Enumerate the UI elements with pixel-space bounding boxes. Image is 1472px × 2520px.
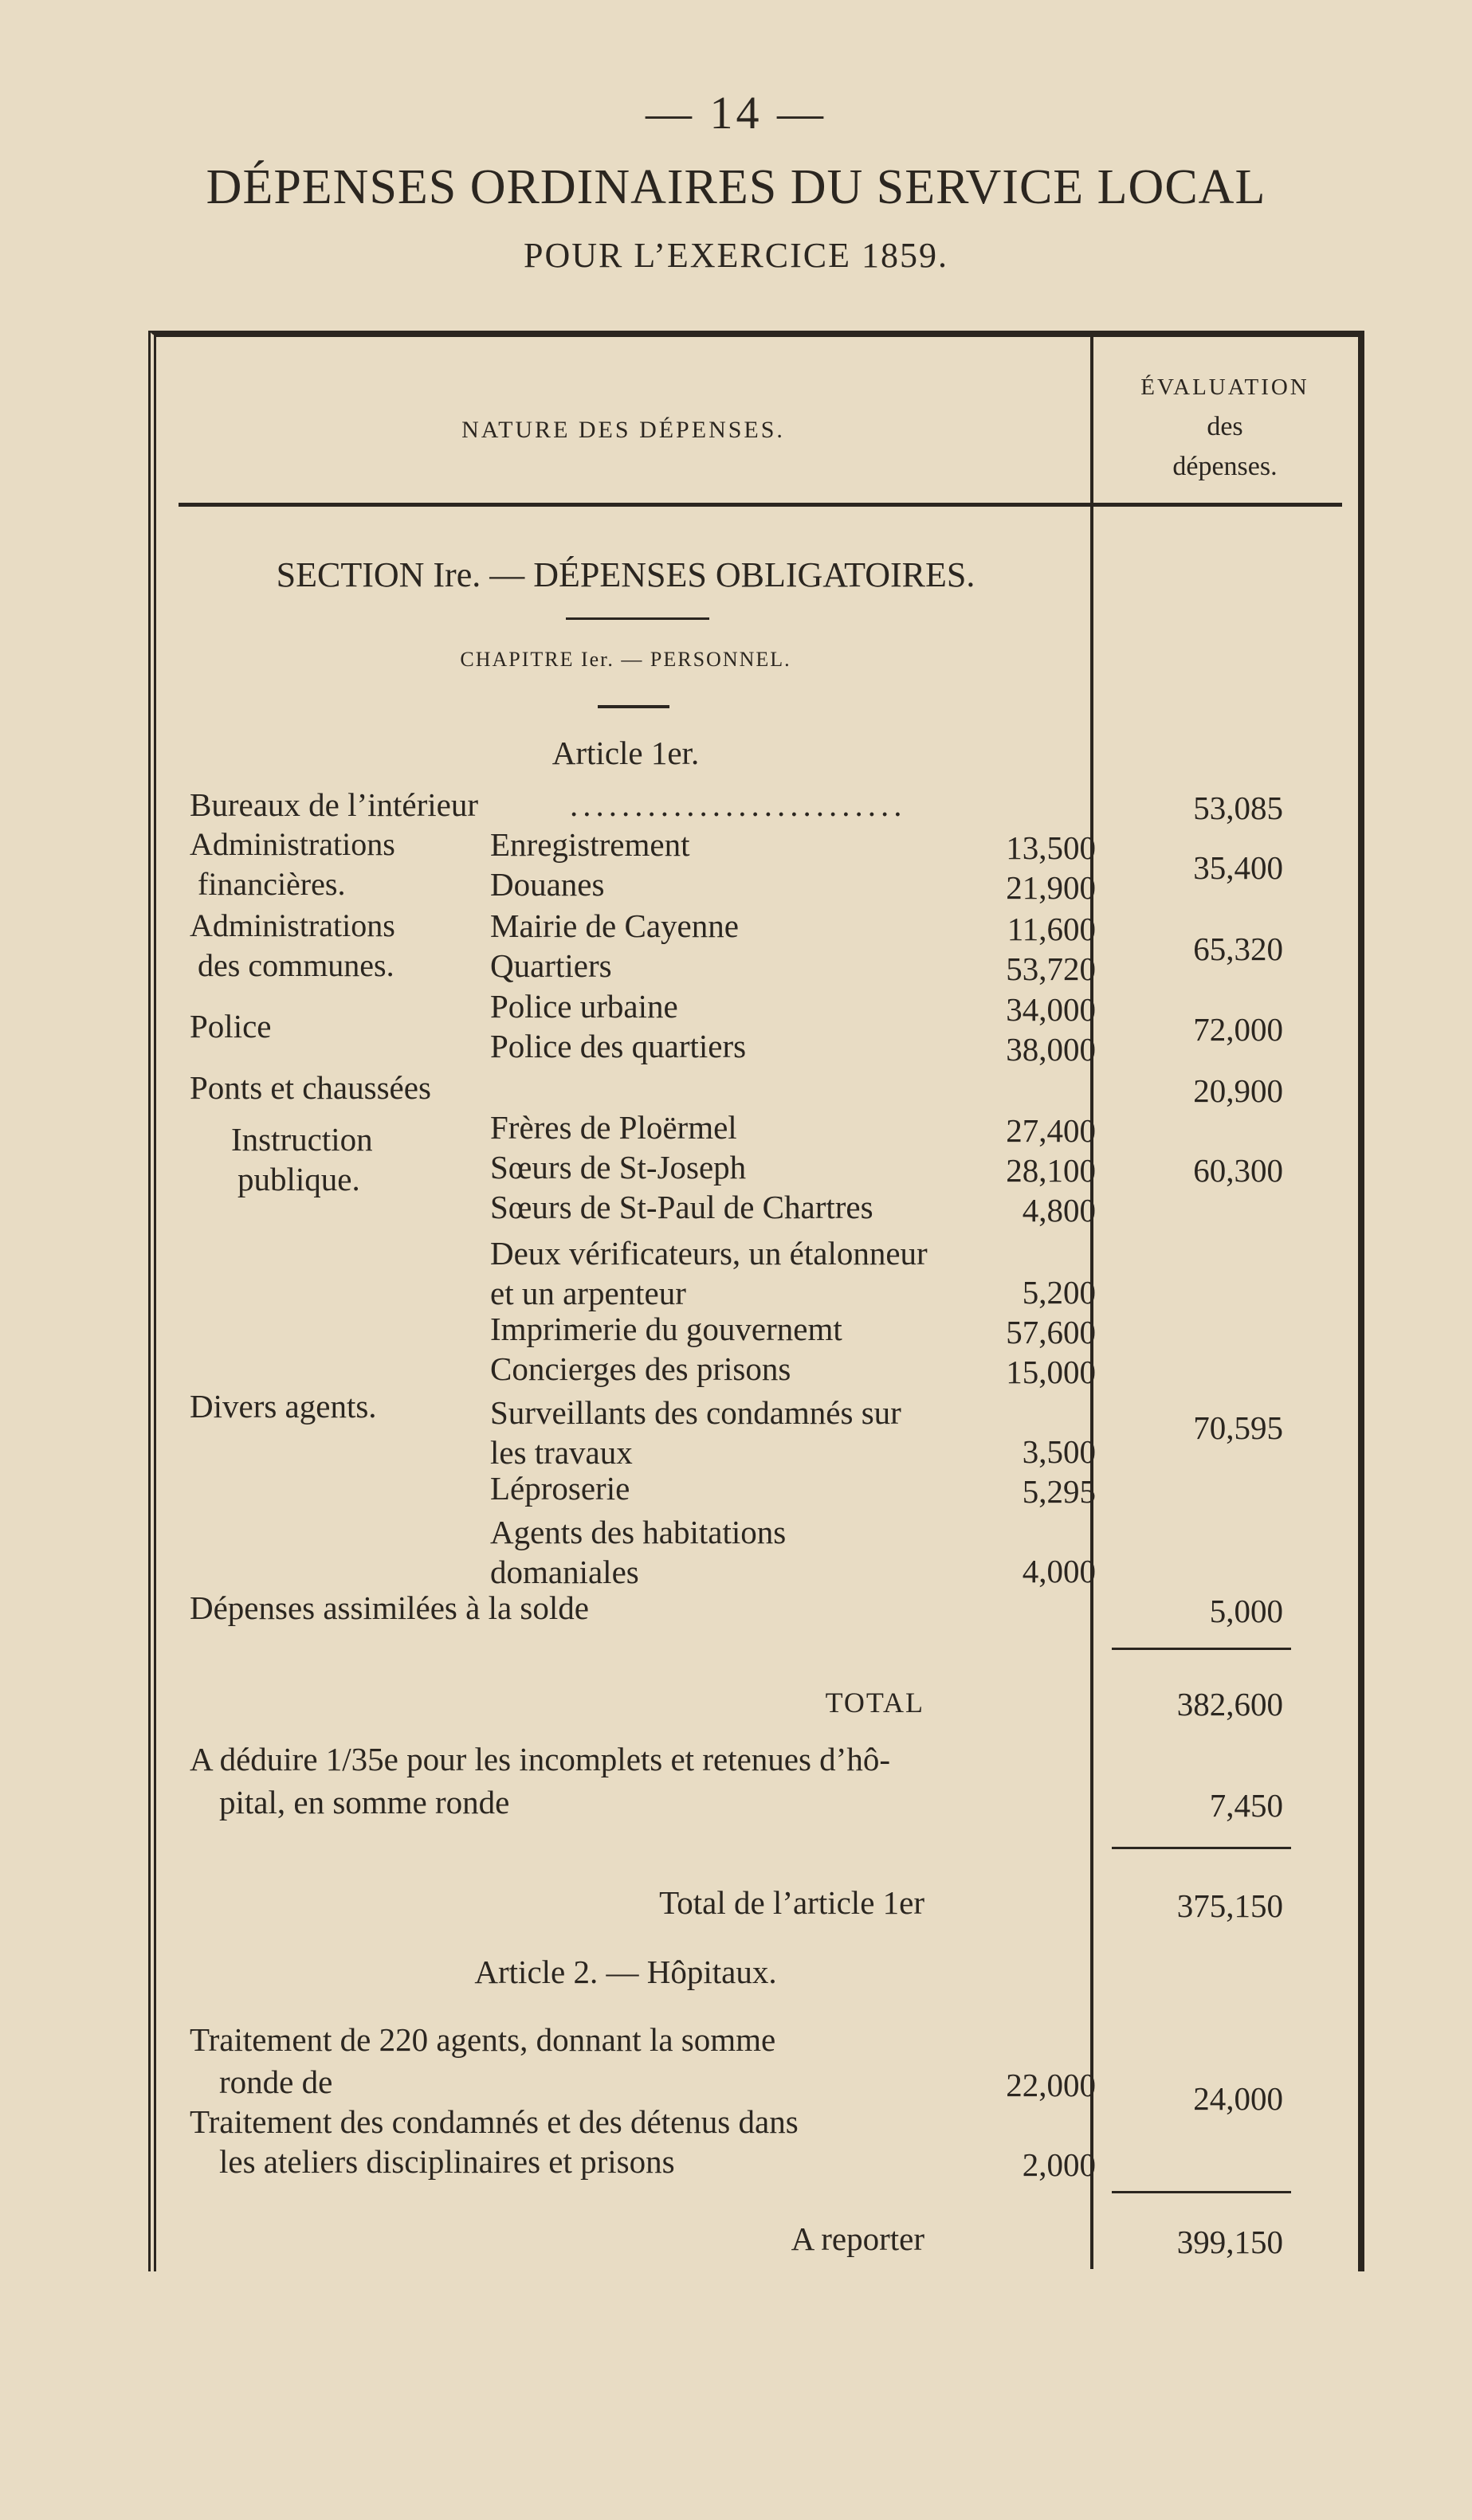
amount-imprimerie: 57,600	[1006, 1314, 1096, 1350]
item-douanes: Douanes	[490, 866, 605, 903]
deduct-line2: pital, en somme ronde	[219, 1784, 510, 1820]
group-admin-fin-line1: Administrations	[190, 826, 395, 862]
amount-police-quartiers: 38,000	[1006, 1031, 1096, 1068]
value-instruction: 60,300	[1193, 1152, 1283, 1189]
value-divers-agents: 70,595	[1193, 1409, 1283, 1446]
row-assimilees-label: Dépenses assimilées à la solde	[190, 1589, 589, 1626]
value-admin-com: 65,320	[1193, 931, 1283, 967]
item-enregistrement: Enregistrement	[490, 826, 690, 863]
item-habitations: Agents des habitations domaniales	[490, 1514, 787, 1590]
amount-surveillants: 3,500	[1022, 1433, 1096, 1470]
page-number: — 14 —	[646, 87, 826, 139]
group-instruction-line1: Instruction	[231, 1121, 373, 1158]
article2-line1: Traitement de 220 agents, donnant la somme	[190, 2021, 776, 2058]
item-police-quartiers: Police des quartiers	[490, 1028, 747, 1064]
deduct-value: 7,450	[1209, 1787, 1283, 1824]
amount-verificateurs: 5,200	[1022, 1274, 1096, 1311]
group-instruction-line2: publique.	[237, 1161, 360, 1197]
item-imprimerie: Imprimerie du gouvernemt	[490, 1311, 842, 1347]
item-soeurs-paul: Sœurs de St-Paul de Chartres	[490, 1189, 873, 1225]
amount-douanes: 21,900	[1006, 869, 1096, 906]
article-total-rule	[1112, 1847, 1291, 1849]
item-verificateurs: Deux vérificateurs, un étalonneur et un arpenteur	[490, 1235, 928, 1311]
amount-quartiers: 53,720	[1006, 950, 1096, 987]
header-eval-line3: dépenses.	[1172, 452, 1278, 481]
amount-mairie: 11,600	[1007, 911, 1096, 947]
chapter-heading: CHAPITRE Ier. — PERSONNEL.	[460, 648, 791, 671]
header-nature: NATURE DES DÉPENSES.	[461, 417, 785, 443]
article1-heading: Article 1er.	[552, 735, 700, 771]
amount-soeurs-joseph: 28,100	[1006, 1152, 1096, 1189]
total-rule	[1112, 1648, 1291, 1650]
item-quartiers: Quartiers	[490, 947, 612, 984]
item-freres: Frères de Ploërmel	[490, 1109, 737, 1146]
amount-enregistrement: 13,500	[1006, 829, 1096, 866]
group-admin-com-line2: des communes.	[198, 947, 394, 983]
article2-line2: ronde de	[219, 2063, 333, 2100]
row-bureaux-value: 53,085	[1193, 790, 1283, 826]
carry-forward-value: 399,150	[1176, 2224, 1283, 2260]
section-heading: SECTION Ire. — DÉPENSES OBLIGATOIRES.	[276, 555, 975, 594]
article1-total-value: 375,150	[1176, 1887, 1283, 1924]
article2-amount1: 22,000	[1006, 2067, 1096, 2103]
section-rule	[566, 617, 709, 620]
header-eval-line1: ÉVALUATION	[1140, 374, 1309, 400]
total-value: 382,600	[1176, 1686, 1283, 1722]
amount-concierges: 15,000	[1006, 1354, 1096, 1390]
row-ponts-value: 20,900	[1193, 1072, 1283, 1109]
item-leproserie: Léproserie	[490, 1470, 630, 1507]
amount-police-urbaine: 34,000	[1006, 991, 1096, 1028]
carry-rule	[1112, 2191, 1291, 2193]
amount-leproserie: 5,295	[1022, 1473, 1096, 1510]
row-bureaux-label: Bureaux de l’intérieur	[190, 786, 479, 823]
item-mairie: Mairie de Cayenne	[490, 907, 739, 944]
total-label	[478, 1685, 924, 1718]
value-police: 72,000	[1193, 1011, 1283, 1048]
row-assimilees-value: 5,000	[1209, 1593, 1283, 1629]
item-police-urbaine: Police urbaine	[490, 988, 678, 1025]
amount-habitations: 4,000	[1022, 1553, 1096, 1589]
article1-total-label: Total de l’article 1er	[659, 1884, 924, 1921]
total-label-text: TOTAL	[825, 1687, 924, 1719]
deduct-line1: A déduire 1/35e pour les incomplets et retenues d’hô-	[190, 1741, 890, 1777]
amount-soeurs-paul: 4,800	[1022, 1192, 1096, 1229]
page-subtitle: POUR L’EXERCICE 1859.	[524, 236, 948, 275]
chapter-rule	[598, 705, 669, 708]
carry-forward-label: A reporter	[791, 2220, 924, 2257]
article2-line4: les ateliers disciplinaires et prisons	[219, 2143, 675, 2180]
article2-amount2: 2,000	[1022, 2146, 1096, 2183]
amount-freres: 27,400	[1006, 1112, 1096, 1149]
group-admin-fin-line2: financières.	[198, 866, 346, 902]
row-ponts-label: Ponts et chaussées	[190, 1069, 431, 1106]
value-admin-fin: 35,400	[1193, 849, 1283, 886]
item-soeurs-joseph: Sœurs de St-Joseph	[490, 1149, 747, 1186]
dot-leader: ..........................	[570, 786, 907, 823]
group-divers-agents: Divers agents.	[190, 1388, 377, 1425]
item-concierges: Concierges des prisons	[490, 1350, 791, 1387]
page-title: DÉPENSES ORDINAIRES DU SERVICE LOCAL	[206, 160, 1266, 214]
article2-heading: Article 2. — Hôpitaux.	[474, 1954, 777, 1990]
item-surveillants: Surveillants des condamnés sur les travaux	[490, 1394, 901, 1471]
header-rule	[179, 503, 1342, 507]
group-admin-com-line1: Administrations	[190, 907, 395, 943]
header-eval-line2: des	[1207, 412, 1243, 441]
header-evaluation	[1093, 367, 1356, 487]
article2-line3: Traitement des condamnés et des détenus dans	[190, 2103, 799, 2140]
group-police: Police	[190, 1008, 272, 1044]
article2-value: 24,000	[1193, 2080, 1283, 2117]
